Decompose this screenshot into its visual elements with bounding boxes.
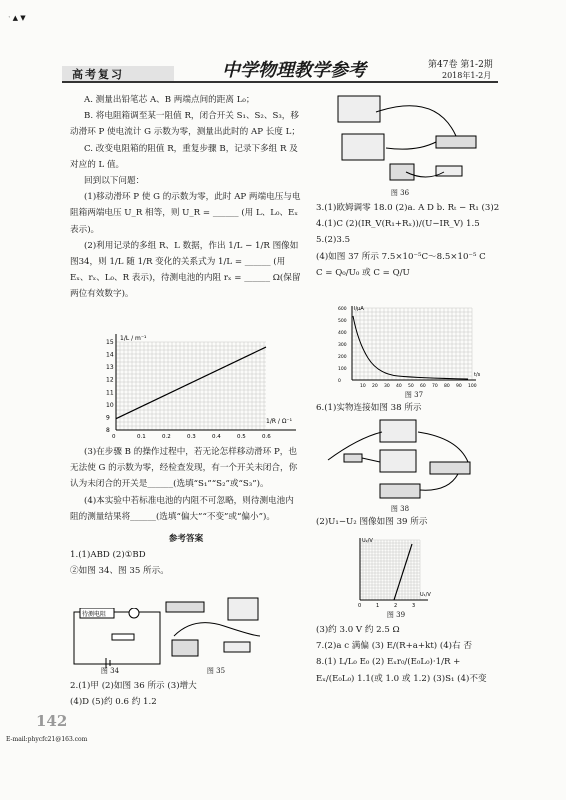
answer-8: 8.(1) L/L₀ E₀ (2) Eₓr₀/(E₀L₀)·1/R + Eₓ/(E₀L₀) 1.1(或 1.0 或 1.2) (3)S₁ (4)不变 <box>316 657 487 684</box>
question-3: (3)在步骤 B 的操作过程中，若无论怎样移动滑环 P，也无法使 G 的示数为零，经检查发现，有一个开关未闭合，你认为未闭合的开关是______(选填“S₁”“S₂”或“S₃”)。 <box>70 447 298 490</box>
x-tick-label: 40 <box>396 384 402 388</box>
x-tick-label: 20 <box>372 384 378 388</box>
graph-fig37 <box>338 302 488 388</box>
x-tick-label: 60 <box>420 384 426 388</box>
x-tick-label: 0.6 <box>262 434 271 440</box>
journal-logo: 中学物理教学参考 <box>222 60 366 81</box>
fig38-caption: 图 38 <box>390 505 410 513</box>
rheostat-icon <box>166 602 204 612</box>
y-tick-label: 600 <box>338 307 347 312</box>
issue-date: 2018年1-2月 <box>442 71 492 80</box>
x-tick-label: 90 <box>456 384 462 388</box>
answer-6b: (2)U₁−U₂ 图像如图 39 所示 <box>316 517 428 527</box>
x-tick-label: 0 <box>112 434 116 440</box>
x-tick-label: 30 <box>384 384 390 388</box>
y-axis-label: I/μA <box>354 306 364 312</box>
x-tick-label: 100 <box>468 384 477 388</box>
right-column-b <box>316 400 500 416</box>
y-tick-label: 500 <box>338 319 347 324</box>
answer-2: 2.(1)甲 (2)如图 36 所示 (3)增大 <box>70 681 197 691</box>
data-line <box>116 347 266 419</box>
y-tick-label: 8 <box>106 427 110 434</box>
answer-5: 5.(2)3.5 <box>316 235 351 246</box>
x-tick-label: 0.2 <box>162 434 171 440</box>
answer-4: 4.(1)C (2)(IR_V(R₁+Rₓ))/(U−IR_V) 1.5 <box>316 219 480 230</box>
y-tick-label: 14 <box>106 351 114 359</box>
y-tick-label: 100 <box>338 367 347 372</box>
resistor-icon <box>344 454 362 462</box>
y-tick-label: 200 <box>338 355 347 360</box>
voltmeter-icon <box>380 450 416 472</box>
question-1: (1)移动滑环 P 使 G 的示数为零，此时 AP 两端电压与电阻箱两端电压 U_R 相等，则 U_R = ______ (用 L、L₀、Eₓ 表示)。 <box>70 192 301 235</box>
answer-1: 1.(1)ABD (2)①BD <box>70 550 146 561</box>
graph-fig39 <box>350 534 440 610</box>
right-column-d <box>316 622 500 687</box>
y-axis-label: 1/L / m⁻¹ <box>120 335 147 342</box>
meter-icon <box>228 598 258 620</box>
circuit-fig34 <box>66 608 166 670</box>
meter-icon <box>338 96 380 122</box>
apparatus-fig35 <box>164 596 268 666</box>
x-tick-label: 1 <box>376 603 380 609</box>
y-tick-label: 11 <box>106 389 114 397</box>
answer-6c: (3)约 3.0 V 约 2.5 Ω <box>316 625 400 635</box>
meter-icon <box>342 134 384 160</box>
question-2: (2)利用记录的多组 R、L 数据，作出 1/L − 1/R 图像如图34，则 1/L 随 1/R 变化的关系式为 1/L = ______ (用 Eₓ、rₓ、L₀、R 表示)，待测电池的内阻 rₓ = ______ Ω(保留两位有效数字)。 <box>70 240 301 300</box>
apparatus-fig36 <box>316 92 496 188</box>
y-tick-label: 12 <box>106 376 114 384</box>
graph-fig34 <box>86 330 302 442</box>
fig36-caption: 图 36 <box>390 189 410 197</box>
y-tick-label: 10 <box>106 401 114 409</box>
answer-3: 3.(1)欧姆调零 18.0 (2)a. A D b. Rₜ − R₁ (3)2 <box>316 203 500 213</box>
fig34-caption: 图 34 <box>100 667 120 675</box>
answer-2b: (4)D (5)约 0.6 约 1.2 <box>70 697 157 708</box>
x-tick-label: 0.5 <box>237 434 246 440</box>
question-intro: 回到以下问题： <box>84 176 145 187</box>
footer-email: E-mail:phycfc21@163.com <box>6 736 88 743</box>
ammeter-icon <box>129 608 139 618</box>
y-tick-label: 0 <box>338 379 341 384</box>
x-tick-label: 10 <box>360 384 366 388</box>
step-c: C. 改变电阻箱的阻值 R，重复步骤 B，记录下多组 R 及对应的 L 值。 <box>70 143 298 170</box>
answer-1b: ②如图 34、图 35 所示。 <box>70 566 169 577</box>
left-column-c <box>70 678 302 710</box>
x-tick-label: 80 <box>444 384 450 388</box>
resistor-label: 待测电阻 <box>82 611 107 618</box>
x-tick-label: 50 <box>408 384 414 388</box>
y-tick-label: 13 <box>106 364 114 372</box>
y-tick-label: 15 <box>106 339 114 346</box>
x-axis-label: U₁/V <box>420 592 431 598</box>
right-column-c <box>316 514 500 530</box>
step-b: B. 将电阻箱调至某一阻值 R，闭合开关 S₁、S₂、S₃，移动滑环 P 使电流计 G 示数为零，测量出此时的 AP 长度 L； <box>70 111 300 138</box>
header-rule <box>62 81 498 83</box>
answer-5b: (4)如图 37 所示 7.5×10⁻⁵C～8.5×10⁻⁵ C <box>316 251 486 262</box>
margin-mark: ˑ ▲ ▼ <box>8 14 26 22</box>
y-tick-label: 400 <box>338 331 347 336</box>
section-tag: 高考复习 <box>72 68 124 81</box>
rheostat-icon <box>112 634 134 640</box>
fig39-caption: 图 39 <box>386 611 406 619</box>
rheostat-icon <box>436 136 476 148</box>
step-a: A. 测量出铅笔芯 A、B 两端点间的距离 L₀； <box>84 95 255 105</box>
page-number: 142 <box>36 712 68 730</box>
voltmeter-icon <box>380 420 416 442</box>
rheostat-icon <box>430 462 470 474</box>
data-line <box>394 544 412 600</box>
left-column-b <box>70 444 302 580</box>
battery-icon <box>390 164 414 180</box>
fig37-caption: 图 37 <box>404 391 424 399</box>
apparatus-fig38 <box>318 418 498 502</box>
y-axis-label: U₂/V <box>362 538 373 544</box>
x-tick-label: 3 <box>412 603 416 609</box>
answer-6: 6.(1)实物连接如图 38 所示 <box>316 403 422 413</box>
x-axis-label: 1/R / Ω⁻¹ <box>266 418 293 425</box>
decay-curve <box>353 316 468 379</box>
x-tick-label: 70 <box>432 384 438 388</box>
answer-5c: C = Q₀/U₀ 或 C = Q/U <box>316 267 410 278</box>
x-tick-label: 0 <box>358 603 362 609</box>
battery-icon <box>172 640 198 656</box>
question-4: (4)本实验中若标准电池的内阻不可忽略，则待测电池内阻的测量结果将______(选填“偏大”“不变”或“偏小”)。 <box>70 495 294 522</box>
fig35-caption: 图 35 <box>206 667 226 675</box>
x-tick-label: 2 <box>394 603 398 609</box>
x-tick-label: 0.4 <box>212 434 221 440</box>
left-column <box>70 92 302 303</box>
switch-icon <box>224 642 250 652</box>
answer-7: 7.(2)a c 满偏 (3) E/(R+a+kt) (4)右 否 <box>316 641 472 652</box>
x-tick-label: 0.3 <box>187 434 196 440</box>
x-tick-label: 0.1 <box>137 434 146 440</box>
y-tick-label: 300 <box>338 343 347 348</box>
x-axis-label: t/s <box>474 372 481 378</box>
volume-number: 第47卷 第1-2期 <box>428 60 493 70</box>
y-tick-label: 9 <box>106 414 110 422</box>
battery-icon <box>380 484 420 498</box>
right-column <box>316 200 500 281</box>
answers-title: 参考答案 <box>168 534 204 545</box>
